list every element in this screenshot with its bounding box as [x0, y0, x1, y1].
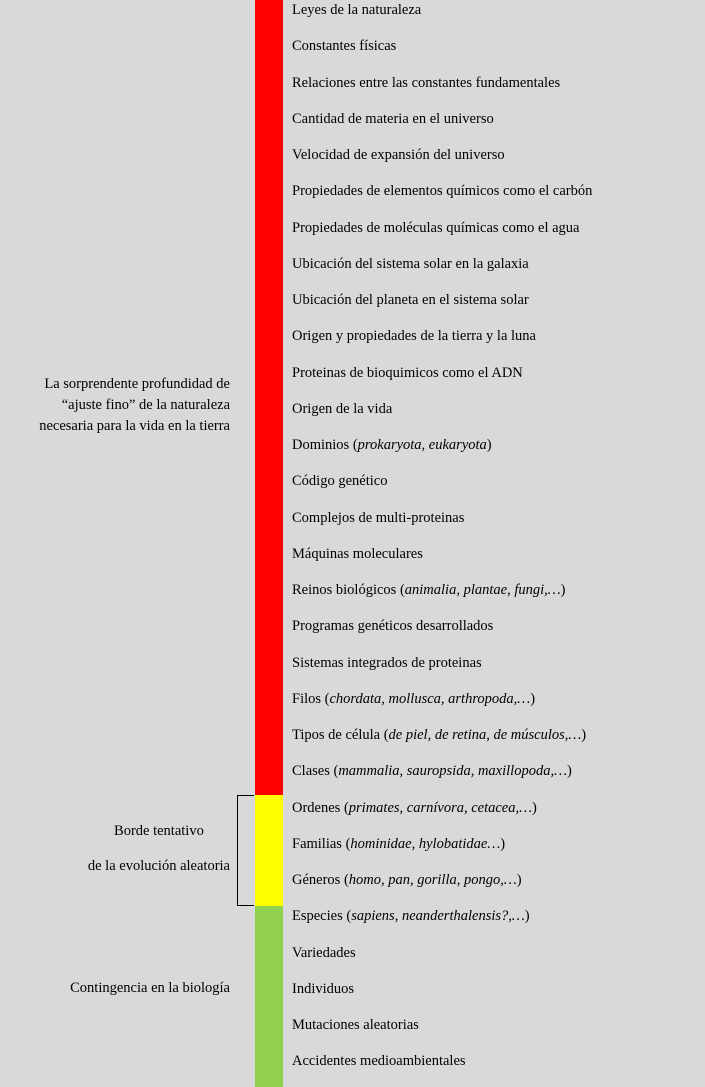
list-item-text: Origen y propiedades de la tierra y la luna: [292, 328, 536, 345]
list-item: [292, 762, 572, 780]
list-item-text: Complejos de multi-proteinas: [292, 509, 465, 526]
list-item-text: Familias (: [292, 835, 351, 852]
list-item-text: Constantes físicas: [292, 38, 397, 55]
list-item-close: ): [566, 763, 572, 780]
list-item: [292, 364, 523, 382]
list-item-examples: de piel, de retina, de músculos,…: [388, 727, 582, 743]
list-item-text: Proteinas de bioquimicos como el ADN: [292, 364, 523, 381]
list-item-close: ): [581, 727, 587, 743]
list-item: [292, 110, 494, 128]
list-item-examples: prokaryota, eukaryota: [357, 437, 487, 453]
list-item: [292, 219, 580, 237]
list-item: [292, 291, 529, 309]
list-item-text: Géneros (: [292, 872, 349, 888]
list-item-text: Ordenes (: [292, 799, 349, 816]
list-item-text: Especies (: [292, 908, 352, 925]
evolution-edge-label-line2: de la evolución aleatoria: [87, 858, 230, 874]
list-item-close: ): [530, 690, 536, 707]
list-item: [292, 835, 505, 853]
list-item-text: Cantidad de materia en el universo: [292, 110, 494, 127]
list-item: [292, 400, 392, 418]
list-item: [292, 255, 529, 273]
contingency-bar: [255, 906, 283, 1087]
list-item: [292, 1016, 419, 1034]
fine-tuning-label-line1: La sorprendente profundidad de: [44, 376, 230, 392]
list-item-examples: primates, carnívora, cetacea,…: [348, 799, 533, 816]
list-item-text: Variedades: [292, 944, 356, 961]
list-item-text: Accidentes medioambientales: [292, 1053, 466, 1070]
fine-tuning-label: [39, 374, 230, 437]
list-item-examples: mammalia, sauropsida, maxillopoda,…: [338, 763, 567, 780]
fine-tuning-label-line3: necesaria para la vida en la tierra: [39, 418, 230, 434]
evolution-edge-label-line1: Borde tentativo: [114, 823, 204, 839]
list-item-text: Sistemas integrados de proteinas: [292, 654, 482, 671]
evolution-edge-bar: [255, 795, 283, 906]
list-item: [292, 436, 492, 454]
fine-tuning-bar: [255, 0, 283, 795]
contingency-label: [70, 978, 230, 999]
list-item-text: Individuos: [292, 980, 355, 997]
list-item-close: ): [500, 835, 506, 852]
list-item-text: Código genético: [292, 473, 388, 490]
list-item: [292, 545, 423, 563]
list-item-close: ): [524, 908, 530, 925]
list-item-text: Tipos de célula (: [292, 727, 389, 743]
list-item: [292, 581, 566, 599]
list-item-text: Leyes de la naturaleza: [292, 2, 422, 18]
list-item-text: Dominios (: [292, 437, 358, 453]
list-item-text: Relaciones entre las constantes fundamentales: [292, 74, 561, 91]
list-item: [292, 907, 530, 925]
list-item-text: Velocidad de expansión del universo: [292, 147, 505, 163]
list-item: [292, 871, 522, 889]
list-item-close: ): [532, 799, 537, 816]
list-item-text: Clases (: [292, 763, 339, 780]
list-item: [292, 980, 354, 998]
list-item: [292, 944, 356, 962]
evolution-edge-label: [88, 814, 230, 884]
contingency-label-line1: Contingencia en la biología: [70, 980, 230, 996]
list-item: [292, 182, 592, 200]
list-item: [292, 37, 396, 55]
list-item-examples: chordata, mollusca, arthropoda,…: [329, 690, 531, 707]
list-item-examples: hominidae, hylobatidae…: [350, 835, 501, 852]
list-item: [292, 146, 505, 164]
list-item-text: Mutaciones aleatorias: [292, 1017, 419, 1033]
list-item: [292, 690, 535, 708]
list-item: [292, 617, 493, 635]
list-item-examples: homo, pan, gorilla, pongo,…: [348, 872, 517, 888]
list-item-close: ): [516, 872, 522, 888]
list-item-text: Filos (: [292, 690, 330, 707]
list-item-text: Programas genéticos desarrollados: [292, 618, 494, 635]
list-item-text: Origen de la vida: [292, 400, 393, 417]
list-item: [292, 1, 421, 19]
list-item-close: ): [560, 582, 566, 598]
list-item-text: Ubicación del sistema solar en la galaxia: [292, 255, 529, 272]
list-item-examples: sapiens, neanderthalensis?,…: [351, 908, 525, 925]
list-item-text: Máquinas moleculares: [292, 545, 423, 562]
list-item-text: Reinos biológicos (: [292, 582, 405, 598]
list-item-text: Propiedades de elementos químicos como el carbón: [292, 183, 593, 200]
list-item: [292, 509, 464, 527]
list-item-text: Propiedades de moléculas químicas como el agua: [292, 219, 580, 236]
list-item: [292, 654, 482, 672]
fine-tuning-label-line2: “ajuste fino” de la naturaleza: [61, 397, 230, 413]
evolution-edge-bracket: [237, 795, 254, 906]
list-item-examples: animalia, plantae, fungi,…: [404, 582, 561, 598]
list-item-close: ): [486, 437, 492, 453]
list-item: [292, 472, 387, 490]
list-item: [292, 1052, 466, 1070]
list-item: [292, 799, 537, 817]
list-item: [292, 74, 560, 92]
list-item-text: Ubicación del planeta en el sistema solar: [292, 292, 529, 308]
list-item: [292, 726, 586, 744]
list-item: [292, 327, 536, 345]
